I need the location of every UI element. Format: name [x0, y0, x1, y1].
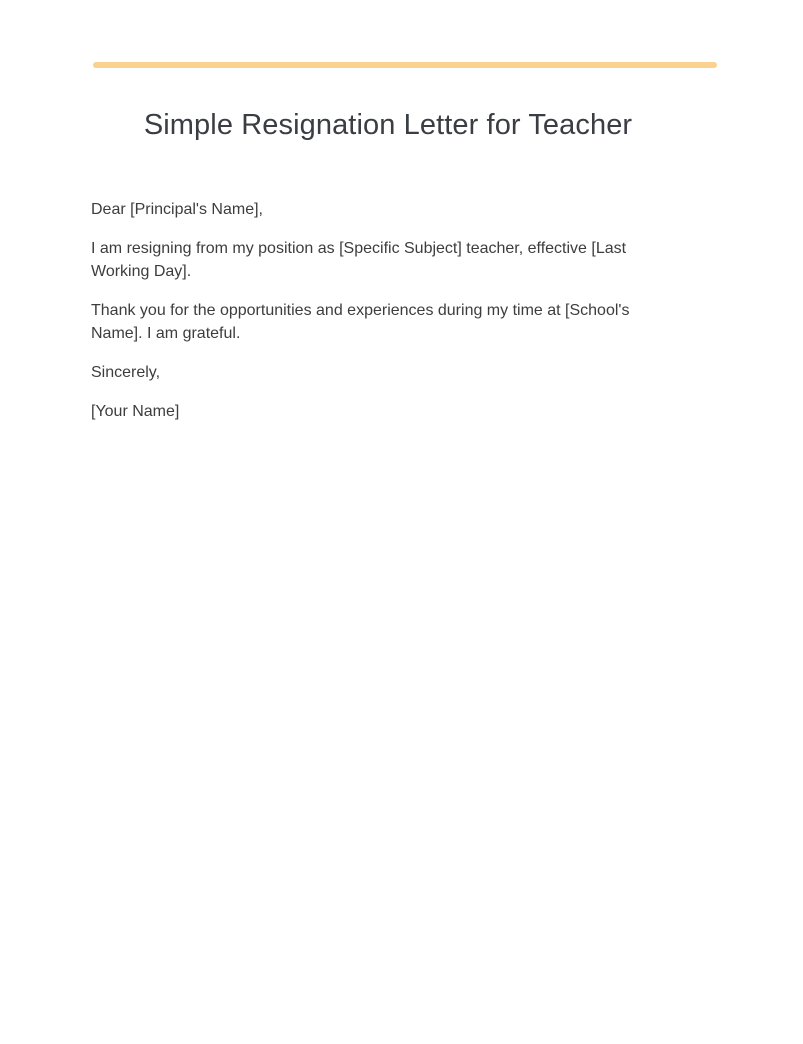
letter-body — [91, 198, 646, 439]
paragraph-resignation: I am resigning from my position as [Specific Subject] teacher, effective [Last Working Day]. — [91, 240, 627, 280]
closing: Sincerely, — [91, 364, 161, 381]
signature: [Your Name] — [91, 403, 180, 420]
document-title: Simple Resignation Letter for Teacher — [143, 109, 633, 141]
salutation: Dear [Principal's Name], — [91, 201, 263, 218]
paragraph-thanks: Thank you for the opportunities and experiences during my time at [School's Name]. I am grateful. — [91, 302, 630, 342]
accent-bar — [93, 62, 717, 68]
